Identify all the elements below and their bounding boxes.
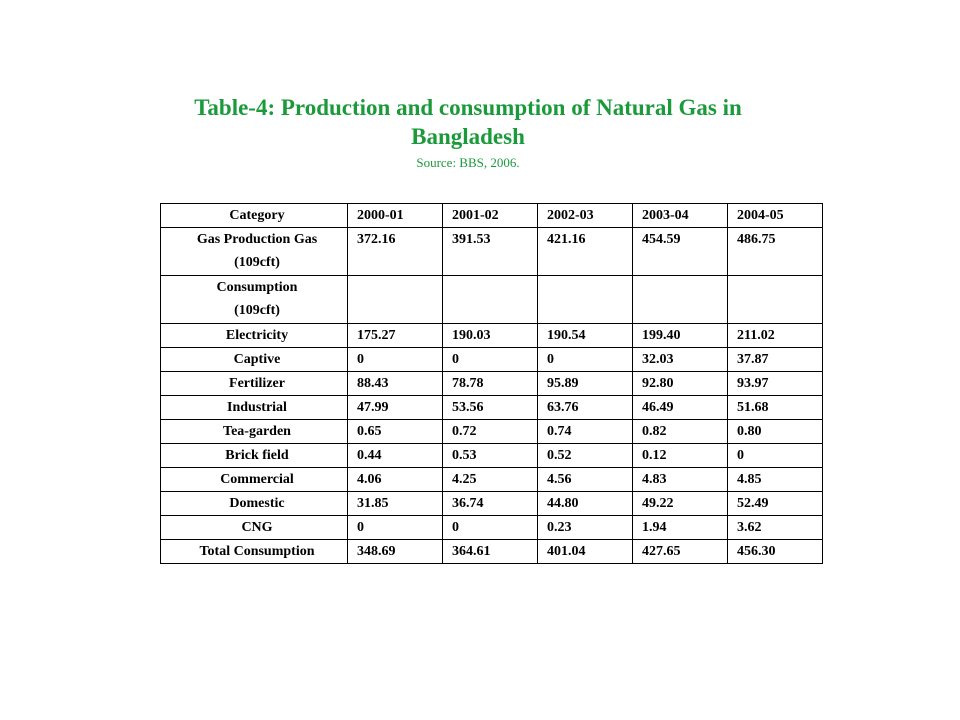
- table-row: [161, 468, 823, 492]
- table-title-line2: Bangladesh: [411, 124, 525, 149]
- row-label: Tea-garden: [161, 420, 348, 444]
- table-row: [161, 516, 823, 540]
- table-cell: 88.43: [348, 372, 443, 396]
- table-cell: 0.44: [348, 444, 443, 468]
- table-cell: 0.80: [728, 420, 823, 444]
- table-cell: 51.68: [728, 396, 823, 420]
- table-cell: 0.23: [538, 516, 633, 540]
- table-cell: 52.49: [728, 492, 823, 516]
- table-cell: 0.82: [633, 420, 728, 444]
- empty-cell: [633, 276, 728, 324]
- table-cell: 0: [443, 348, 538, 372]
- row-label: CNG: [161, 516, 348, 540]
- table-cell: 401.04: [538, 540, 633, 564]
- table-row: [161, 492, 823, 516]
- table-cell: 486.75: [728, 228, 823, 276]
- table-row: [161, 396, 823, 420]
- table-title: [0, 93, 936, 151]
- consumption-heading-row: [161, 276, 823, 324]
- table-cell: 0: [348, 516, 443, 540]
- table-cell: 46.49: [633, 396, 728, 420]
- production-label-line2: (109cft): [234, 255, 280, 270]
- row-label: Electricity: [161, 324, 348, 348]
- table-cell: 454.59: [633, 228, 728, 276]
- table-cell: 0: [728, 444, 823, 468]
- table-cell: 49.22: [633, 492, 728, 516]
- table-cell: 36.74: [443, 492, 538, 516]
- table-cell: 0: [348, 348, 443, 372]
- row-label: Industrial: [161, 396, 348, 420]
- row-label: Domestic: [161, 492, 348, 516]
- empty-cell: [538, 276, 633, 324]
- table-cell: 0.74: [538, 420, 633, 444]
- table-row: [161, 444, 823, 468]
- table-cell: 421.16: [538, 228, 633, 276]
- table-title-line1: Table-4: Production and consumption of Natural Gas in: [194, 95, 742, 120]
- table-row: [161, 540, 823, 564]
- table-cell: 93.97: [728, 372, 823, 396]
- row-label: Total Consumption: [161, 540, 348, 564]
- table-cell: 190.03: [443, 324, 538, 348]
- source-note: Source: BBS, 2006.: [416, 155, 520, 170]
- table-row: [161, 372, 823, 396]
- header-cell: 2004-05: [728, 204, 823, 228]
- table-cell: 427.65: [633, 540, 728, 564]
- empty-cell: [728, 276, 823, 324]
- table-cell: 37.87: [728, 348, 823, 372]
- row-label: [161, 276, 348, 324]
- table-cell: 0.52: [538, 444, 633, 468]
- table-cell: 4.56: [538, 468, 633, 492]
- empty-cell: [348, 276, 443, 324]
- header-cell: 2002-03: [538, 204, 633, 228]
- consumption-label-line2: (109cft): [234, 303, 280, 318]
- table-cell: 0.53: [443, 444, 538, 468]
- table-cell: 3.62: [728, 516, 823, 540]
- header-row: [161, 204, 823, 228]
- header-cell: 2001-02: [443, 204, 538, 228]
- empty-cell: [443, 276, 538, 324]
- table-cell: 175.27: [348, 324, 443, 348]
- row-label: Commercial: [161, 468, 348, 492]
- header-cell: Category: [161, 204, 348, 228]
- table-cell: 0.72: [443, 420, 538, 444]
- table-cell: 31.85: [348, 492, 443, 516]
- gas-data-table: [160, 203, 823, 564]
- table-cell: 0.65: [348, 420, 443, 444]
- table-cell: 364.61: [443, 540, 538, 564]
- table-cell: 32.03: [633, 348, 728, 372]
- header-cell: 2003-04: [633, 204, 728, 228]
- row-label: Fertilizer: [161, 372, 348, 396]
- table-cell: 199.40: [633, 324, 728, 348]
- table-row: [161, 420, 823, 444]
- table-cell: 92.80: [633, 372, 728, 396]
- table-cell: 348.69: [348, 540, 443, 564]
- table-row: [161, 324, 823, 348]
- table-cell: 4.06: [348, 468, 443, 492]
- table-cell: 4.83: [633, 468, 728, 492]
- table-cell: 47.99: [348, 396, 443, 420]
- table-cell: 372.16: [348, 228, 443, 276]
- row-label: Brick field: [161, 444, 348, 468]
- table-row: [161, 348, 823, 372]
- table-cell: 44.80: [538, 492, 633, 516]
- table-cell: 391.53: [443, 228, 538, 276]
- table-cell: 0.12: [633, 444, 728, 468]
- table-cell: 0: [443, 516, 538, 540]
- header-cell: 2000-01: [348, 204, 443, 228]
- table-cell: 1.94: [633, 516, 728, 540]
- table-cell: 4.25: [443, 468, 538, 492]
- table-cell: 0: [538, 348, 633, 372]
- table-cell: 211.02: [728, 324, 823, 348]
- row-label: [161, 228, 348, 276]
- production-label-line1: Gas Production Gas: [196, 232, 318, 247]
- table-cell: 78.78: [443, 372, 538, 396]
- production-row: [161, 228, 823, 276]
- table-cell: 95.89: [538, 372, 633, 396]
- table-cell: 4.85: [728, 468, 823, 492]
- consumption-label-line1: Consumption: [216, 280, 298, 295]
- table-cell: 456.30: [728, 540, 823, 564]
- table-cell: 53.56: [443, 396, 538, 420]
- row-label: Captive: [161, 348, 348, 372]
- table-cell: 190.54: [538, 324, 633, 348]
- table-cell: 63.76: [538, 396, 633, 420]
